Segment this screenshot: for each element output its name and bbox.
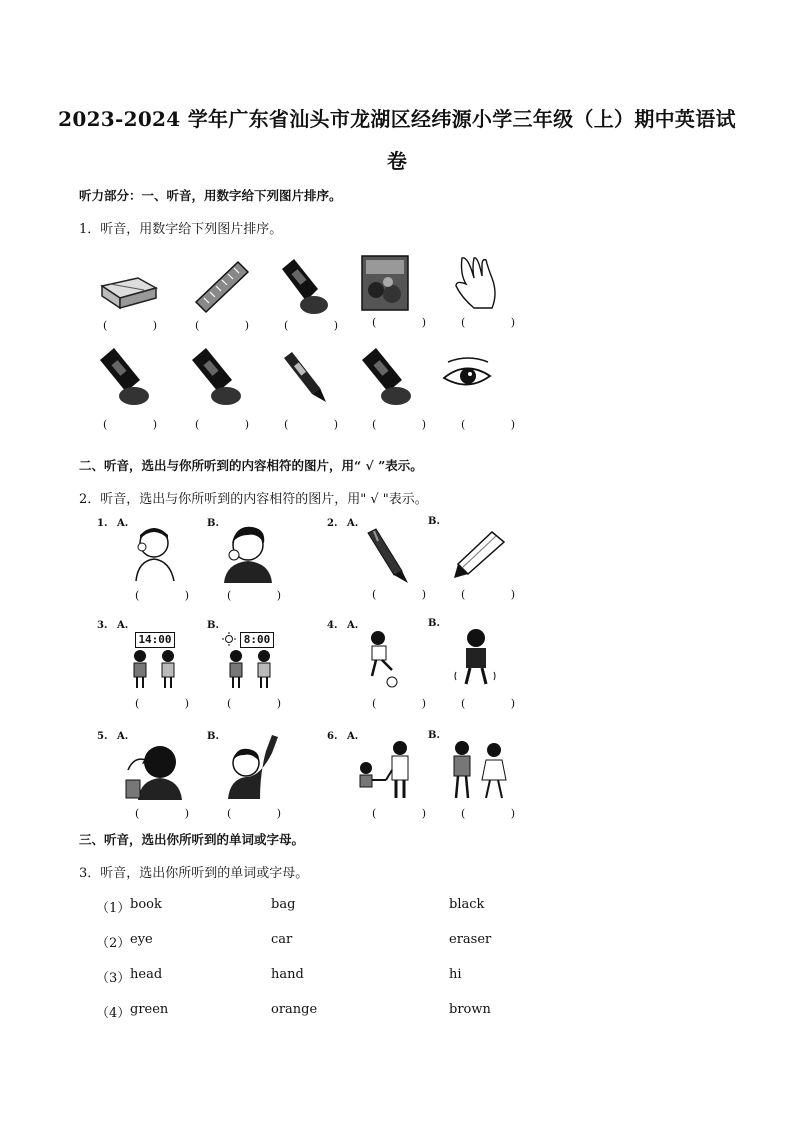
- answer-blank[interactable]: ( ): [461, 588, 515, 601]
- answer-blank[interactable]: ( ): [103, 319, 157, 332]
- clock-display: 14:00: [135, 632, 175, 648]
- answer-blank[interactable]: ( ): [461, 418, 515, 431]
- answer-blank[interactable]: ( ): [227, 807, 281, 820]
- girl-touching-face-picture: [132, 525, 178, 583]
- option-a-label: A.: [117, 518, 129, 529]
- option-b-label: B.: [428, 516, 440, 527]
- book-cover-picture: [360, 254, 410, 312]
- answer-blank[interactable]: ( ): [372, 807, 426, 820]
- item-number: 3.: [97, 620, 108, 631]
- crayon-picture: [280, 350, 330, 406]
- item-number: 5.: [97, 731, 108, 742]
- word-option[interactable]: brown: [449, 1002, 491, 1017]
- word-option[interactable]: orange: [271, 1002, 318, 1017]
- answer-blank[interactable]: ( ): [372, 588, 426, 601]
- word-option[interactable]: head: [130, 967, 163, 982]
- row-number: （3）: [96, 971, 131, 986]
- glue-tube-picture: [96, 346, 152, 408]
- eye-picture: [442, 356, 494, 392]
- two-children-morning-picture: [224, 648, 278, 690]
- pencil-picture: [452, 530, 506, 580]
- option-a-label: A.: [347, 620, 359, 631]
- answer-blank[interactable]: ( ): [135, 589, 189, 602]
- answer-blank[interactable]: ( ): [461, 807, 515, 820]
- question2-prompt: 2．听音，选出与你所听到的内容相符的图片，用" √ "表示。: [79, 492, 428, 507]
- pen-picture: [362, 527, 412, 585]
- answer-blank[interactable]: ( ): [372, 316, 426, 329]
- boy-kicking-picture: [362, 630, 402, 688]
- word-option[interactable]: hi: [449, 967, 462, 982]
- option-a-label: A.: [347, 731, 359, 742]
- answer-blank[interactable]: ( ): [461, 697, 515, 710]
- option-a-label: A.: [117, 731, 129, 742]
- boy-dancing-picture: [452, 628, 498, 688]
- eraser-picture: [98, 268, 160, 312]
- answer-blank[interactable]: ( ): [227, 697, 281, 710]
- word-option[interactable]: bag: [271, 897, 296, 912]
- answer-blank[interactable]: ( ): [284, 418, 338, 431]
- word-option[interactable]: car: [271, 932, 293, 947]
- question1-prompt: 1．听音，用数字给下列图片排序。: [79, 222, 283, 237]
- word-option[interactable]: eye: [130, 932, 153, 947]
- two-children-afternoon-picture: [128, 648, 182, 690]
- option-b-label: B.: [207, 518, 219, 529]
- glue-tube-picture: [358, 346, 414, 408]
- item-number: 4.: [327, 620, 338, 631]
- answer-blank[interactable]: ( ): [284, 319, 338, 332]
- answer-blank[interactable]: ( ): [372, 418, 426, 431]
- row-number: （4）: [96, 1006, 131, 1021]
- two-students-picture: [450, 740, 508, 802]
- answer-blank[interactable]: ( ): [372, 697, 426, 710]
- option-b-label: B.: [207, 731, 219, 742]
- word-option[interactable]: book: [130, 897, 162, 912]
- answer-blank[interactable]: ( ): [227, 589, 281, 602]
- item-number: 1.: [97, 518, 108, 529]
- boy-raising-hand-picture: [226, 733, 280, 799]
- word-option[interactable]: green: [130, 1002, 169, 1017]
- word-option[interactable]: hand: [271, 967, 304, 982]
- item-number: 6.: [327, 731, 338, 742]
- option-b-label: B.: [207, 620, 219, 631]
- section2-heading: 二、听音，选出与你所听到的内容相符的图片，用“ √ ”表示。: [79, 458, 423, 473]
- item-number: 2.: [327, 518, 338, 529]
- boy-touching-face-picture: [222, 525, 274, 583]
- answer-blank[interactable]: ( ): [461, 316, 515, 329]
- glue-tube-picture: [278, 257, 330, 317]
- shaking-hands-picture: [356, 740, 414, 800]
- exam-title-line2: 卷: [386, 149, 408, 173]
- option-b-label: B.: [428, 618, 440, 629]
- section1-heading: 听力部分：一、听音，用数字给下列图片排序。: [79, 188, 342, 203]
- sun-icon: [222, 632, 236, 646]
- word-option[interactable]: eraser: [449, 932, 492, 947]
- option-b-label: B.: [428, 730, 440, 741]
- row-number: （1）: [96, 901, 131, 916]
- hand-picture: [452, 254, 500, 312]
- option-a-label: A.: [117, 620, 129, 631]
- boy-turning-around-picture: [124, 742, 184, 800]
- ruler-picture: [194, 258, 252, 314]
- section3-heading: 三、听音，选出你所听到的单词或字母。: [79, 832, 305, 847]
- exam-title-line1: 2023-2024 学年广东省汕头市龙湖区经纬源小学三年级（上）期中英语试: [58, 107, 736, 131]
- answer-blank[interactable]: ( ): [135, 807, 189, 820]
- option-a-label: A.: [347, 518, 359, 529]
- word-option[interactable]: black: [449, 897, 485, 912]
- glue-tube-picture: [188, 346, 244, 408]
- answer-blank[interactable]: ( ): [195, 319, 249, 332]
- row-number: （2）: [96, 936, 131, 951]
- question3-prompt: 3．听音，选出你所听到的单词或字母。: [79, 866, 309, 881]
- answer-blank[interactable]: ( ): [135, 697, 189, 710]
- answer-blank[interactable]: ( ): [195, 418, 249, 431]
- clock-display: 8:00: [240, 632, 274, 648]
- answer-blank[interactable]: ( ): [103, 418, 157, 431]
